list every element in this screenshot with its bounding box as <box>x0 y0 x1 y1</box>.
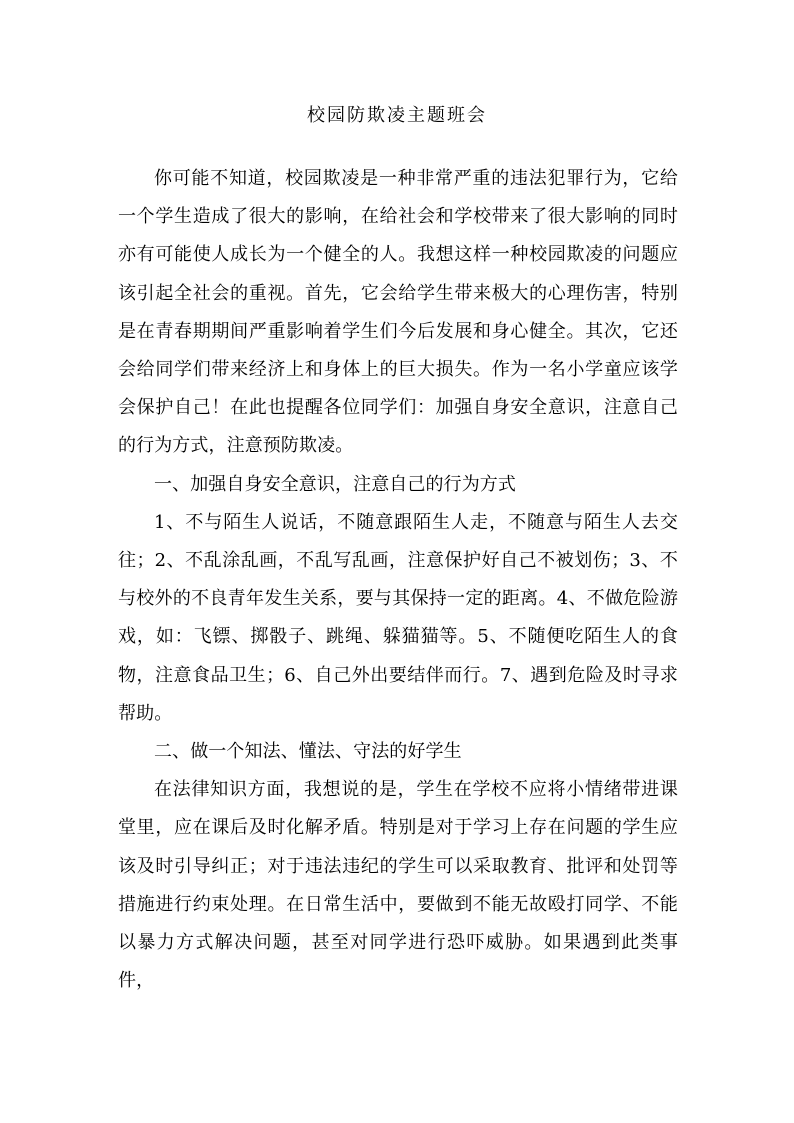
safety-tips-paragraph: 1、不与陌生人说话，不随意跟陌生人走，不随意与陌生人去交往；2、不乱涂乱画，不乱写乱画，注意保护好自己不被划伤；3、不与校外的不良青年发生关系，要与其保持一定的距离。4、不做危险游戏，如：飞镖、掷骰子、跳绳、躲猫猫等。5、不随便吃陌生人的食物，注意食品卫生；6、自己外出要结伴而行。7、遇到危险及时寻求帮助。 <box>118 511 678 724</box>
section-heading-1: 一、加强自身安全意识，注意自己的行为方式 <box>154 473 516 495</box>
intro-paragraph: 你可能不知道，校园欺凌是一种非常严重的违法犯罪行为，它给一个学生造成了很大的影响，在给社会和学校带来了很大影响的同时亦有可能使人成长为一个健全的人。我想这样一种校园欺凌的问题应该引起全社会的重视。首先，它会给学生带来极大的心理伤害，特别是在青春期期间严重影响着学生们今后发展和身心健全。其次，它还会给同学们带来经济上和身体上的巨大损失。作为一名小学童应该学会保护自己！在此也提醒各位同学们：加强自身安全意识，注意自己的行为方式，注意预防欺凌。 <box>118 168 678 457</box>
document-body <box>118 160 678 1000</box>
document-title: 校园防欺凌主题班会 <box>307 105 487 126</box>
law-paragraph: 在法律知识方面，我想说的是，学生在学校不应将小情绪带进课堂里，应在课后及时化解矛盾。特别是对于学习上存在问题的学生应该及时引导纠正；对于违法违纪的学生可以采取教育、批评和处罚等措施进行约束处理。在日常生活中，要做到不能无故殴打同学、不能以暴力方式解决问题，甚至对同学进行恐吓威胁。如果遇到此类事件， <box>118 779 678 992</box>
section-heading-2: 二、做一个知法、懂法、守法的好学生 <box>154 741 462 763</box>
